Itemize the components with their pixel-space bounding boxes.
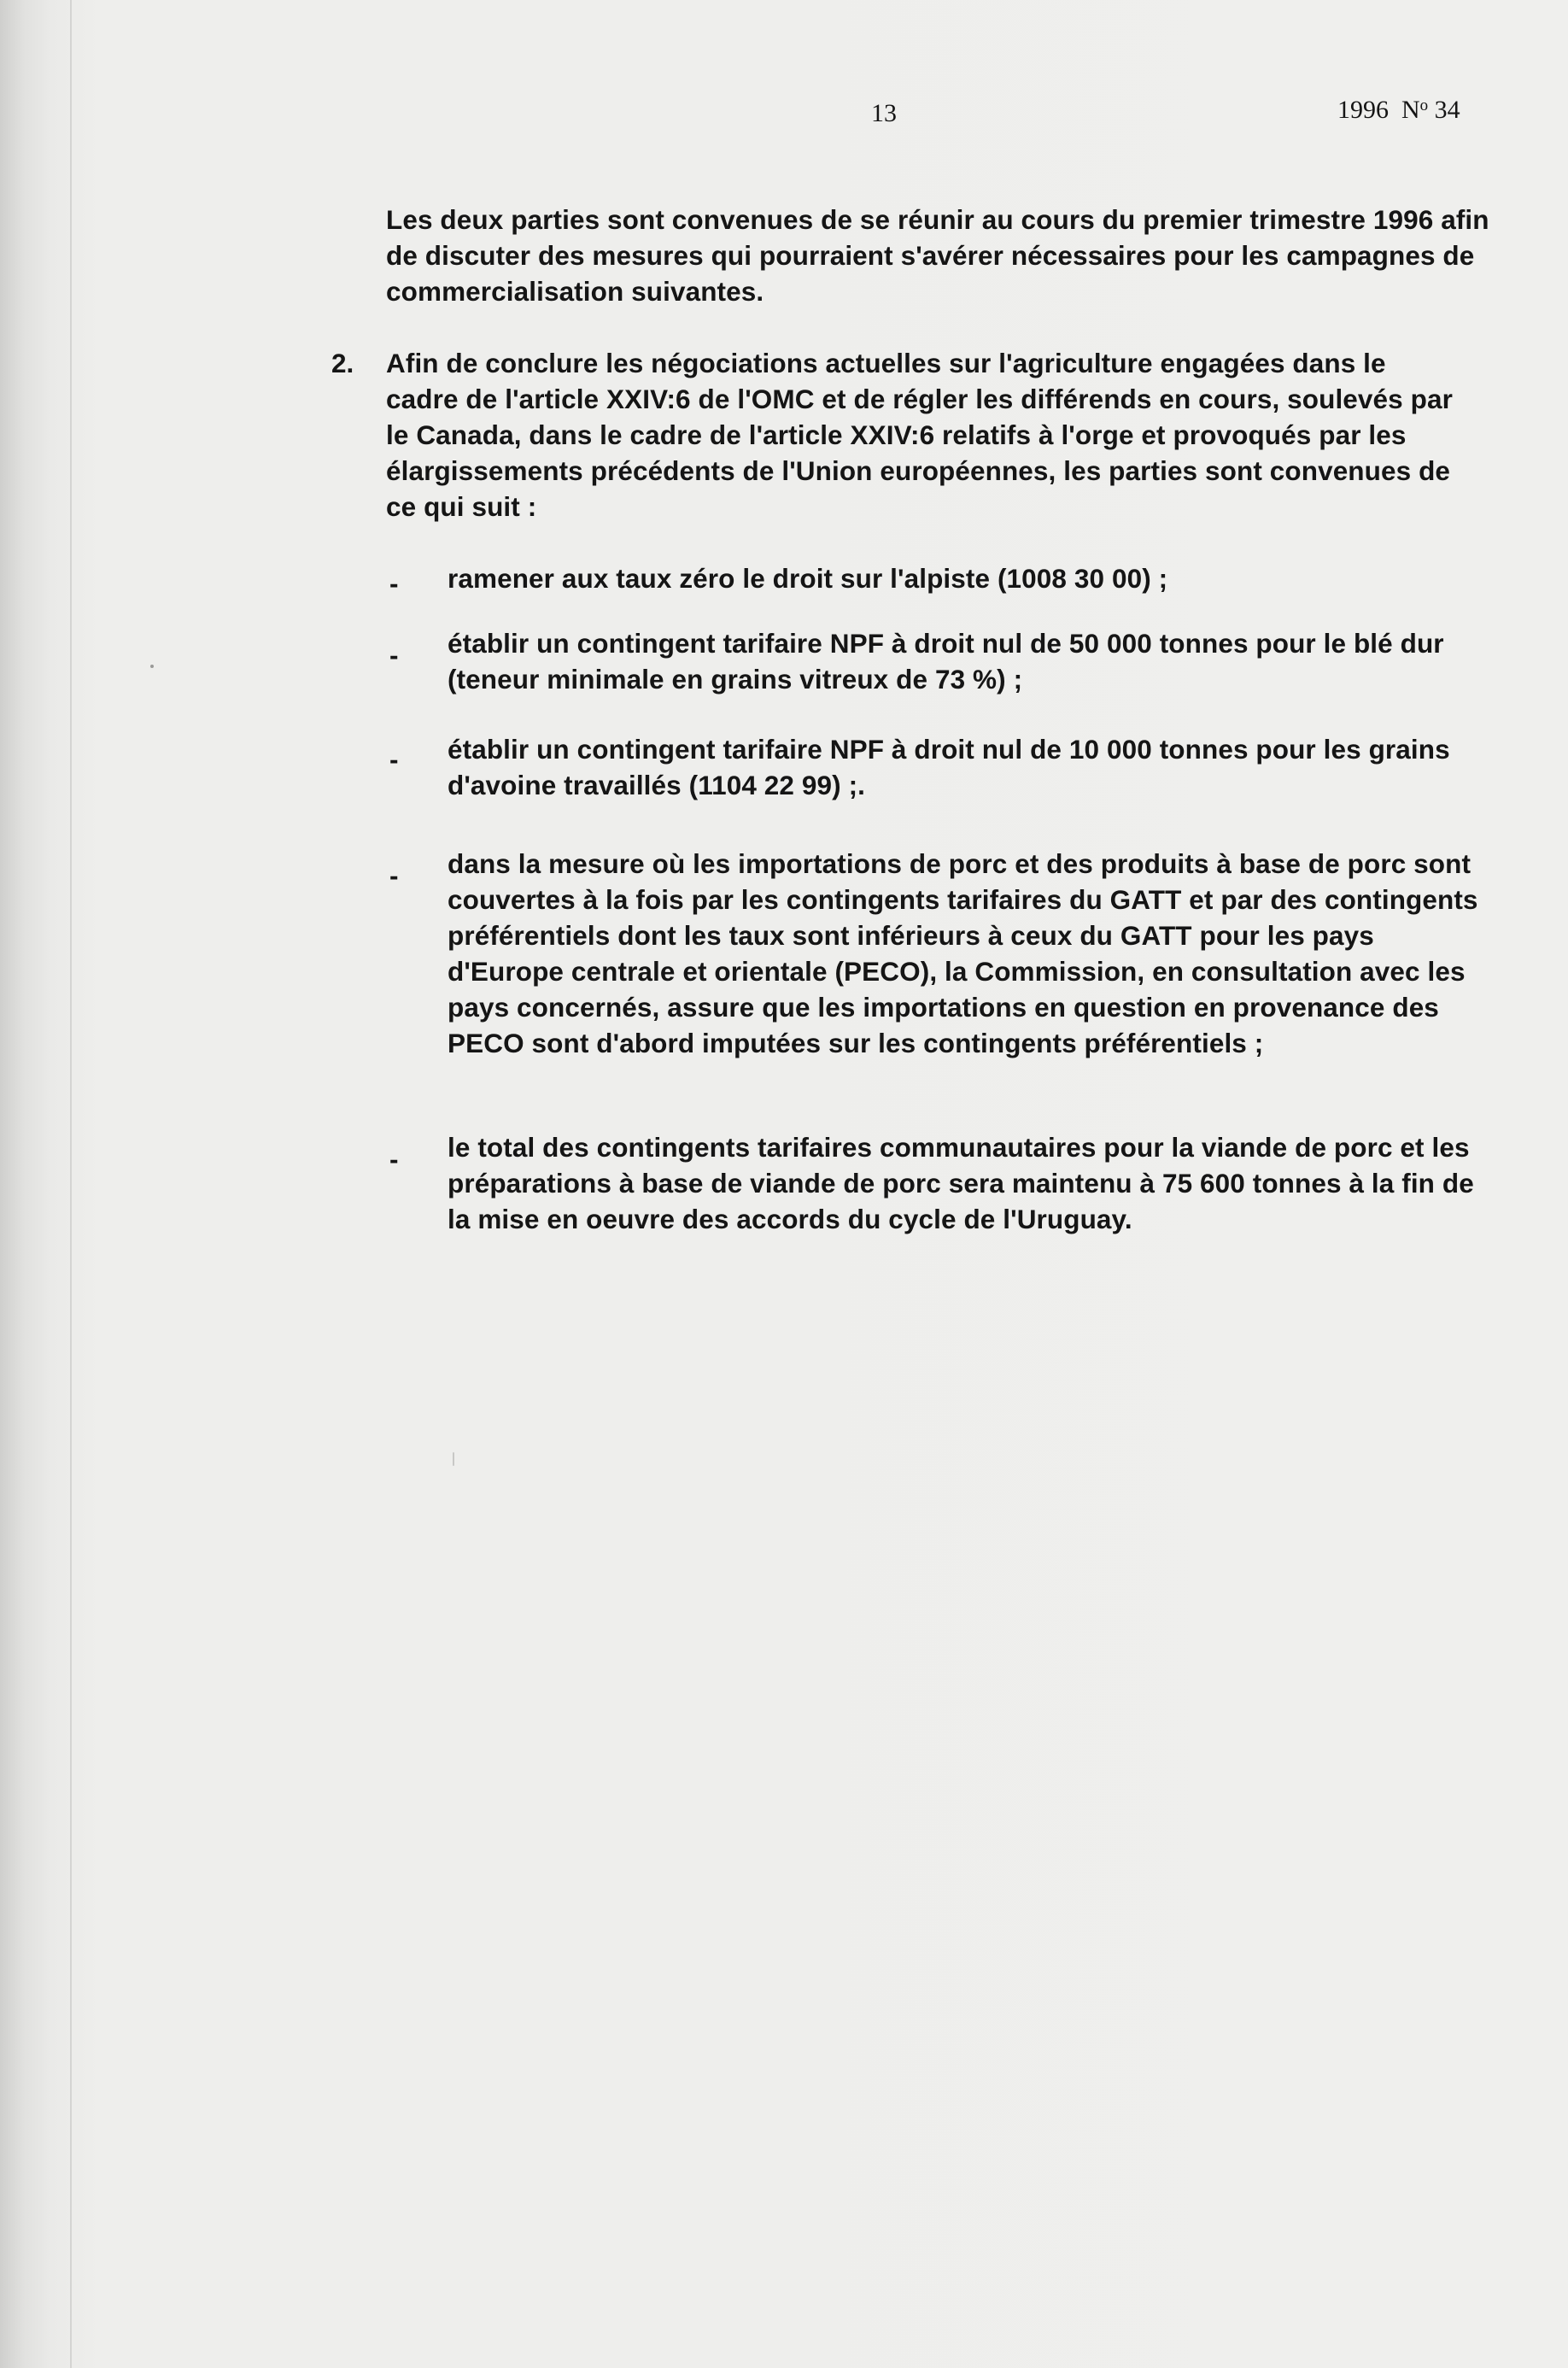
bullet-dash: - — [389, 744, 399, 775]
bullet-dash: - — [389, 1144, 399, 1175]
bullet-dash: - — [389, 860, 399, 891]
intro-paragraph: Les deux parties sont convenues de se réunir au cours du premier trimestre 1996 afin de discuter des mesures qui pourraient s'avérer nécessaires pour les campagnes de commercialisation suivantes. — [386, 204, 1489, 307]
bullet-dash: - — [389, 568, 399, 599]
bullet-text: établir un contingent tarifaire NPF à droit nul de 10 000 tonnes pour les grains d'avoine travaillés (1104 22 99) ;. — [448, 734, 1450, 800]
bullet-text: dans la mesure où les importations de porc et des produits à base de porc sont couvertes à la fois par les contingents tarifaires du GATT et par des contingents préférentiels dont les taux sont inférieurs à ceux du GATT pour les pays d'Europe centrale et orientale (PECO), la Commission, en consultation avec les pays concernés, assure que les importations en question en provenance des PECO sont d'abord imputées sur les contingents préférentiels ; — [448, 848, 1478, 1058]
page-number: 13 — [871, 99, 897, 127]
bullet-dash: - — [389, 640, 399, 671]
reference-year: 1996 — [1337, 96, 1389, 124]
bullet-text: le total des contingents tarifaires communautaires pour la viande de porc et les préparations à base de viande de porc sera maintenu à 75 600 tonnes à la fin de la mise en oeuvre des accords du cycle de l'Uruguay. — [448, 1132, 1474, 1234]
paper-speck — [150, 665, 154, 668]
reference-no-superscript: o — [1419, 97, 1429, 114]
reference-no-label: N — [1401, 96, 1420, 124]
binding-line — [70, 0, 72, 2368]
item-number: 2. — [331, 348, 354, 378]
bullet-text: ramener aux taux zéro le droit sur l'alpiste (1008 30 00) ; — [448, 563, 1168, 594]
paper-speck — [453, 1452, 454, 1466]
binding-shadow — [0, 0, 51, 2368]
item-text: Afin de conclure les négociations actuelles sur l'agriculture engagées dans le cadre de l'article XXIV:6 de l'OMC et de régler les différends en cours, soulevés par le Canada, dans le cadre de l'article XXIV:6 relatifs à l'orge et provoqués par les élargissements précédents de l'Union européennes, les parties sont convenues de ce qui suit : — [386, 348, 1453, 522]
bullet-text: établir un contingent tarifaire NPF à droit nul de 50 000 tonnes pour le blé dur (teneur minimale en grains vitreux de 73 %) ; — [448, 628, 1444, 695]
reference-number: 34 — [1434, 96, 1460, 124]
journal-reference — [1337, 96, 1460, 125]
